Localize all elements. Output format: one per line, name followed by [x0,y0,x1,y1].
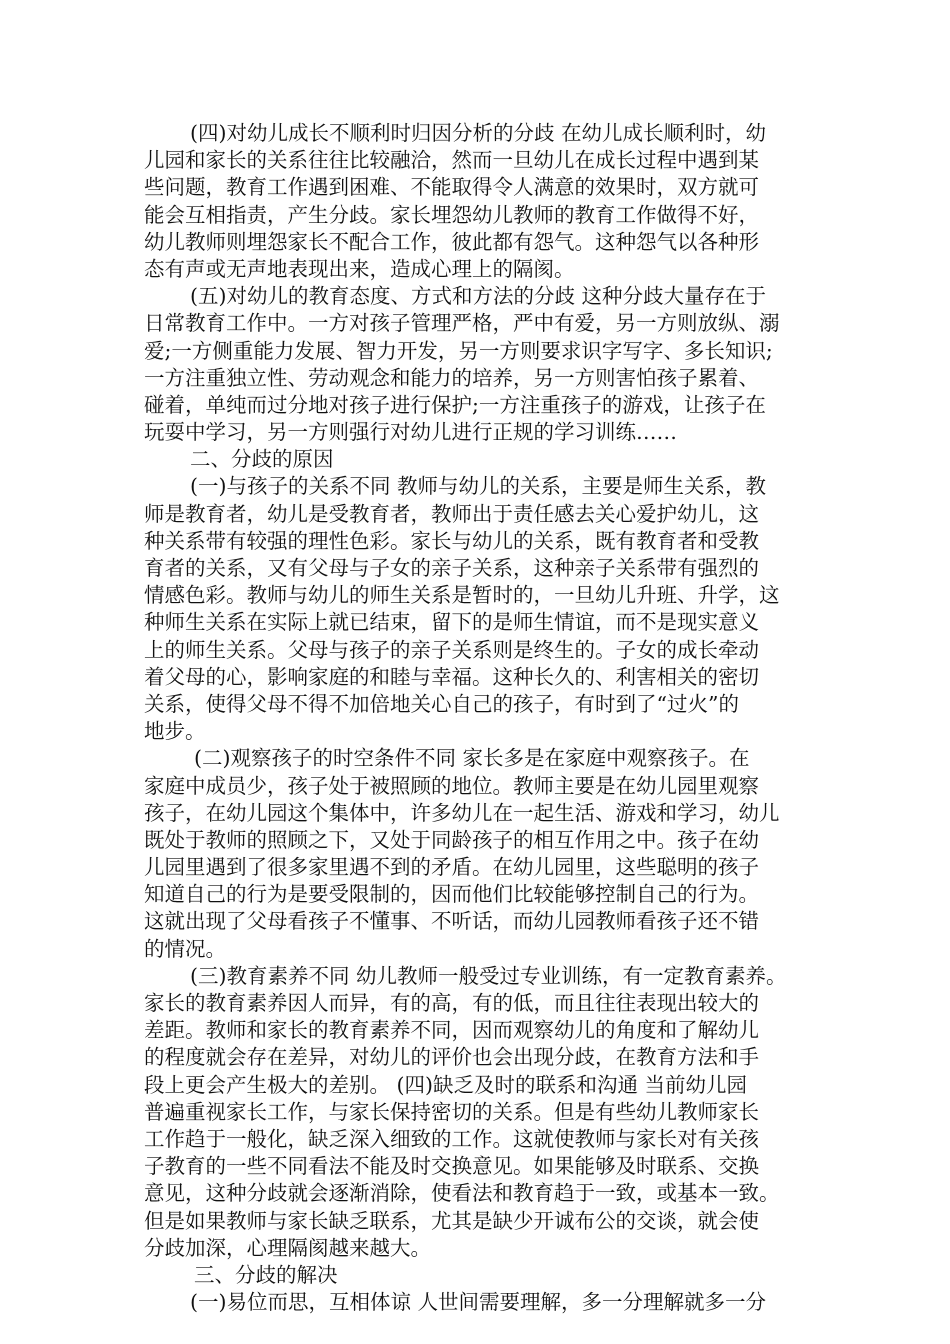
text-line: 差距。教师和家长的教育素养不同，因而观察幼儿的角度和了解幼儿 [144,1018,759,1043]
text-line: 日常教育工作中。一方对孩子管理严格，严中有爱，另一方则放纵、溺 [144,311,780,336]
text-line: 一方注重独立性、劳动观念和能力的培养，另一方则害怕孩子累着、 [144,365,759,390]
text-line: (一)与孩子的关系不同 教师与幼儿的关系，主要是师生关系，教 [190,474,767,499]
text-line: 这就出现了父母看孩子不懂事、不听话，而幼儿园教师看孩子还不错 [144,909,759,934]
text-line: 儿园里遇到了很多家里遇不到的矛盾。在幼儿园里，这些聪明的孩子 [144,855,759,880]
section-heading: 二、分歧的原因 [190,447,334,472]
text-line: 普遍重视家长工作，与家长保持密切的关系。但是有些幼儿教师家长 [144,1099,759,1124]
text-line: 分歧加深，心理隔阂越来越大。 [144,1235,431,1260]
text-line: 能会互相指责，产生分歧。家长埋怨幼儿教师的教育工作做得不好， [144,202,759,227]
text-line: 种师生关系在实际上就已结束，留下的是师生情谊，而不是现实意义 [144,610,759,635]
text-line: (一)易位而思，互相体谅 人世间需要理解，多一分理解就多一分 [190,1290,767,1315]
text-line: 情感色彩。教师与幼儿的师生关系是暂时的，一旦幼儿升班、升学，这 [144,583,780,608]
text-line: 些问题，教育工作遇到困难、不能取得令人满意的效果时，双方就可 [144,175,759,200]
text-line: 家长的教育素养因人而异，有的高，有的低，而且往往表现出较大的 [144,991,759,1015]
text-line: 着父母的心，影响家庭的和睦与幸福。这种长久的、利害相关的密切 [144,664,759,689]
text-line: 段上更会产生极大的差别。 (四)缺乏及时的联系和沟通 当前幼儿园 [144,1072,748,1097]
text-line: 玩耍中学习，另一方则强行对幼儿进行正规的学习训练…… [144,420,677,445]
text-line: 意见，这种分歧就会逐渐消除，使看法和教育趋于一致，或基本一致。 [144,1181,780,1206]
text-line: 知道自己的行为是要受限制的，因而他们比较能够控制自己的行为。 [144,882,759,907]
text-line: 种关系带有较强的理性色彩。家长与幼儿的关系，既有教育者和受教 [144,528,759,553]
text-line: (五)对幼儿的教育态度、方式和方法的分歧 这种分歧大量存在于 [190,284,767,309]
text-line: (四)对幼儿成长不顺利时归因分析的分歧 在幼儿成长顺利时，幼 [190,121,767,145]
text-line: 态有声或无声地表现出来，造成心理上的隔阂。 [144,256,575,281]
text-line: 既处于教师的照顾之下，又处于同龄孩子的相互作用之中。孩子在幼 [144,827,759,852]
text-line: 地步。 [144,719,206,744]
text-line: 幼儿教师则埋怨家长不配合工作，彼此都有怨气。这种怨气以各种形 [144,229,759,254]
text-line: 上的师生关系。父母与孩子的亲子关系则是终生的。子女的成长牵动 [144,637,759,662]
text-line: 关系，使得父母不得不加倍地关心自己的孩子，有时到了“过火”的 [144,691,739,716]
text-line: 家庭中成员少，孩子处于被照顾的地位。教师主要是在幼儿园里观察 [144,773,759,798]
text-line: 的情况。 [144,936,226,961]
text-line: 师是教育者，幼儿是受教育者，教师出于责任感去关心爱护幼儿，这 [144,501,759,526]
text-line: 儿园和家长的关系往往比较融洽，然而一旦幼儿在成长过程中遇到某 [144,148,759,173]
section-heading: 三、分歧的解决 [194,1262,338,1287]
document-body [144,120,820,1316]
text-line: 工作趋于一般化，缺乏深入细致的工作。这就使教师与家长对有关孩 [144,1126,759,1151]
text-line: 碰着，单纯而过分地对孩子进行保护;一方注重孩子的游戏，让孩子在 [144,392,766,417]
text-line: 子教育的一些不同看法不能及时交换意见。如果能够及时联系、交换 [144,1154,759,1179]
text-line: 育者的关系，又有父母与子女的亲子关系，这种亲子关系带有强烈的 [144,556,759,580]
text-line: 爱;一方侧重能力发展、智力开发，另一方则要求识字写字、多长知识; [144,338,773,363]
text-line: 孩子，在幼儿园这个集体中，许多幼儿在一起生活、游戏和学习，幼儿 [144,800,780,825]
text-line: (二)观察孩子的时空条件不同 家长多是在家庭中观察孩子。在 [194,746,750,771]
text-line: 但是如果教师与家长缺乏联系，尤其是缺少开诚布公的交谈，就会使 [144,1208,759,1233]
text-line: 的程度就会存在差异，对幼儿的评价也会出现分歧，在教育方法和手 [144,1045,759,1070]
text-line: (三)教育素养不同 幼儿教师一般受过专业训练，有一定教育素养。 [190,963,787,988]
